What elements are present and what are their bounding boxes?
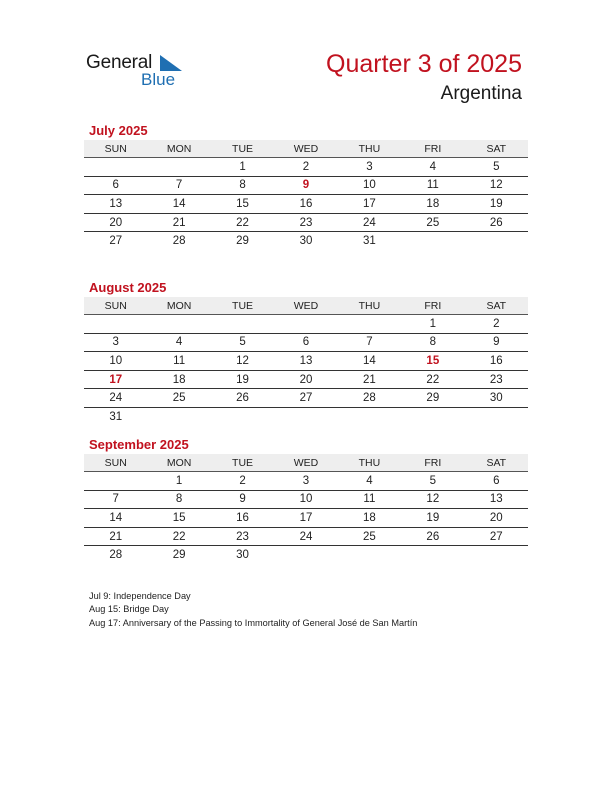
month-july	[84, 122, 528, 250]
day-cell: 9	[465, 333, 528, 352]
weekday-header: WED	[274, 297, 337, 315]
month-title: September 2025	[89, 437, 189, 452]
weekday-header-row	[84, 140, 528, 158]
day-cell: 30	[299, 235, 313, 248]
day-cell: 11	[147, 352, 210, 371]
week-row	[84, 195, 528, 214]
day-cell: 26	[211, 389, 274, 408]
week-row	[84, 333, 528, 352]
weekday-header-row	[84, 454, 528, 472]
day-cell: 1	[147, 472, 210, 491]
day-cell: 14	[338, 352, 401, 371]
weekday-header: SUN	[84, 454, 147, 472]
day-cell: 30	[236, 549, 249, 562]
week-row	[84, 352, 528, 371]
week-row	[84, 158, 528, 177]
week-row	[84, 490, 528, 509]
day-cell: 4	[338, 472, 401, 491]
day-cell: 7	[147, 176, 210, 195]
empty-day-cell	[401, 407, 464, 425]
day-cell: 19	[211, 370, 274, 389]
day-cell: 2	[274, 158, 337, 177]
day-cell: 12	[211, 352, 274, 371]
day-cell: 29	[236, 235, 249, 248]
weekday-header: FRI	[401, 297, 464, 315]
day-cell: 2	[465, 315, 528, 334]
day-cell: 11	[401, 176, 464, 195]
weekday-header: TUE	[211, 454, 274, 472]
day-cell: 21	[84, 527, 147, 546]
day-cell: 8	[147, 490, 210, 509]
empty-day-cell	[211, 407, 274, 425]
day-cell: 24	[274, 527, 337, 546]
week-row	[84, 370, 528, 389]
day-cell: 18	[147, 370, 210, 389]
day-cell: 20	[465, 509, 528, 528]
day-cell: 25	[401, 213, 464, 232]
weekday-header: MON	[147, 297, 210, 315]
logo-text-blue: Blue	[141, 70, 176, 89]
day-cell: 23	[211, 527, 274, 546]
weekday-header: TUE	[211, 297, 274, 315]
day-cell: 31	[109, 410, 123, 423]
day-cell: 24	[338, 213, 401, 232]
weekday-header: FRI	[401, 140, 464, 158]
holiday-notes	[89, 590, 419, 630]
empty-day-cell	[338, 546, 401, 564]
day-cell: 16	[465, 352, 528, 371]
calendar-grid	[84, 454, 528, 564]
day-cell: 12	[465, 176, 528, 195]
day-cell: 14	[84, 509, 147, 528]
day-cell: 5	[401, 472, 464, 491]
empty-day-cell	[274, 546, 337, 564]
day-cell: 27	[109, 235, 123, 248]
day-cell: 25	[338, 527, 401, 546]
day-cell: 29	[401, 389, 464, 408]
empty-day-cell	[465, 546, 528, 564]
day-cell: 8	[401, 333, 464, 352]
day-cell: 26	[401, 527, 464, 546]
day-cell: 22	[147, 527, 210, 546]
weekday-header-row	[84, 297, 528, 315]
week-row	[84, 389, 528, 408]
empty-day-cell	[84, 472, 147, 491]
month-title: August 2025	[89, 280, 167, 295]
week-row	[84, 407, 528, 425]
day-cell: 15	[401, 352, 464, 371]
day-cell: 6	[274, 333, 337, 352]
day-cell: 27	[465, 527, 528, 546]
weekday-header: MON	[147, 454, 210, 472]
day-cell: 27	[274, 389, 337, 408]
holiday-note: Aug 17: Anniversary of the Passing to Immortality of General José de San Martín	[89, 617, 418, 628]
generalblue-logo	[86, 52, 196, 92]
week-row	[84, 527, 528, 546]
day-cell: 8	[211, 176, 274, 195]
week-row	[84, 472, 528, 491]
empty-day-cell	[147, 158, 210, 177]
day-cell: 29	[172, 549, 186, 562]
month-september	[84, 436, 528, 564]
day-cell: 9	[274, 176, 337, 195]
day-cell: 17	[274, 509, 337, 528]
empty-day-cell	[84, 158, 147, 177]
day-cell: 16	[274, 195, 337, 214]
day-cell: 14	[147, 195, 210, 214]
country-name: Argentina	[440, 83, 522, 104]
weekday-header: SUN	[84, 297, 147, 315]
week-row	[84, 213, 528, 232]
day-cell: 28	[109, 549, 123, 562]
day-cell: 4	[147, 333, 210, 352]
weekday-header: WED	[274, 454, 337, 472]
holiday-note: Jul 9: Independence Day	[89, 591, 191, 601]
day-cell: 26	[465, 213, 528, 232]
weekday-header: SUN	[84, 140, 147, 158]
empty-day-cell	[147, 407, 210, 425]
weekday-header: TUE	[211, 140, 274, 158]
month-title: July 2025	[89, 123, 148, 138]
day-cell: 15	[147, 509, 210, 528]
empty-day-cell	[84, 315, 147, 334]
day-cell: 5	[211, 333, 274, 352]
empty-day-cell	[465, 232, 528, 250]
month-august	[84, 279, 528, 426]
day-cell: 3	[338, 158, 401, 177]
empty-day-cell	[401, 546, 464, 564]
empty-day-cell	[274, 315, 337, 334]
day-cell: 17	[84, 370, 147, 389]
weekday-header: THU	[338, 297, 401, 315]
weekday-header: SAT	[465, 454, 528, 472]
day-cell: 16	[211, 509, 274, 528]
week-row	[84, 176, 528, 195]
weekday-header: WED	[274, 140, 337, 158]
weekday-header: MON	[147, 140, 210, 158]
day-cell: 30	[465, 389, 528, 408]
day-cell: 24	[84, 389, 147, 408]
weekday-header: THU	[338, 454, 401, 472]
empty-day-cell	[147, 315, 210, 334]
day-cell: 2	[211, 472, 274, 491]
week-row	[84, 315, 528, 334]
day-cell: 3	[274, 472, 337, 491]
week-row	[84, 509, 528, 528]
day-cell: 28	[338, 389, 401, 408]
day-cell: 22	[401, 370, 464, 389]
empty-day-cell	[401, 232, 464, 250]
day-cell: 10	[84, 352, 147, 371]
day-cell: 23	[465, 370, 528, 389]
day-cell: 20	[274, 370, 337, 389]
weekday-header: SAT	[465, 140, 528, 158]
day-cell: 13	[274, 352, 337, 371]
day-cell: 23	[274, 213, 337, 232]
day-cell: 19	[401, 509, 464, 528]
weekday-header: SAT	[465, 297, 528, 315]
day-cell: 25	[147, 389, 210, 408]
day-cell: 10	[338, 176, 401, 195]
calendar-grid	[84, 140, 528, 250]
day-cell: 9	[211, 490, 274, 509]
day-cell: 7	[84, 490, 147, 509]
day-cell: 17	[338, 195, 401, 214]
empty-day-cell	[465, 407, 528, 425]
week-row	[84, 232, 528, 250]
weekday-header: THU	[338, 140, 401, 158]
day-cell: 31	[363, 235, 376, 248]
day-cell: 12	[401, 490, 464, 509]
day-cell: 13	[465, 490, 528, 509]
day-cell: 4	[401, 158, 464, 177]
empty-day-cell	[338, 407, 401, 425]
day-cell: 21	[338, 370, 401, 389]
day-cell: 15	[211, 195, 274, 214]
empty-day-cell	[211, 315, 274, 334]
holiday-note: Aug 15: Bridge Day	[89, 604, 169, 615]
day-cell: 6	[84, 176, 147, 195]
day-cell: 22	[211, 213, 274, 232]
day-cell: 20	[84, 213, 147, 232]
day-cell: 10	[274, 490, 337, 509]
day-cell: 18	[401, 195, 464, 214]
day-cell: 7	[338, 333, 401, 352]
day-cell: 5	[465, 158, 528, 177]
week-row	[84, 546, 528, 564]
day-cell: 1	[211, 158, 274, 177]
calendar-grid	[84, 297, 528, 426]
empty-day-cell	[338, 315, 401, 334]
logo-text-general: General	[86, 52, 153, 73]
page-title: Quarter 3 of 2025	[326, 50, 522, 78]
day-cell: 21	[147, 213, 210, 232]
weekday-header: FRI	[401, 454, 464, 472]
empty-day-cell	[274, 407, 337, 425]
day-cell: 11	[338, 490, 401, 509]
day-cell: 1	[401, 315, 464, 334]
day-cell: 18	[338, 509, 401, 528]
day-cell: 13	[84, 195, 147, 214]
day-cell: 6	[465, 472, 528, 491]
day-cell: 28	[172, 235, 186, 248]
day-cell: 3	[84, 333, 147, 352]
day-cell: 19	[465, 195, 528, 214]
